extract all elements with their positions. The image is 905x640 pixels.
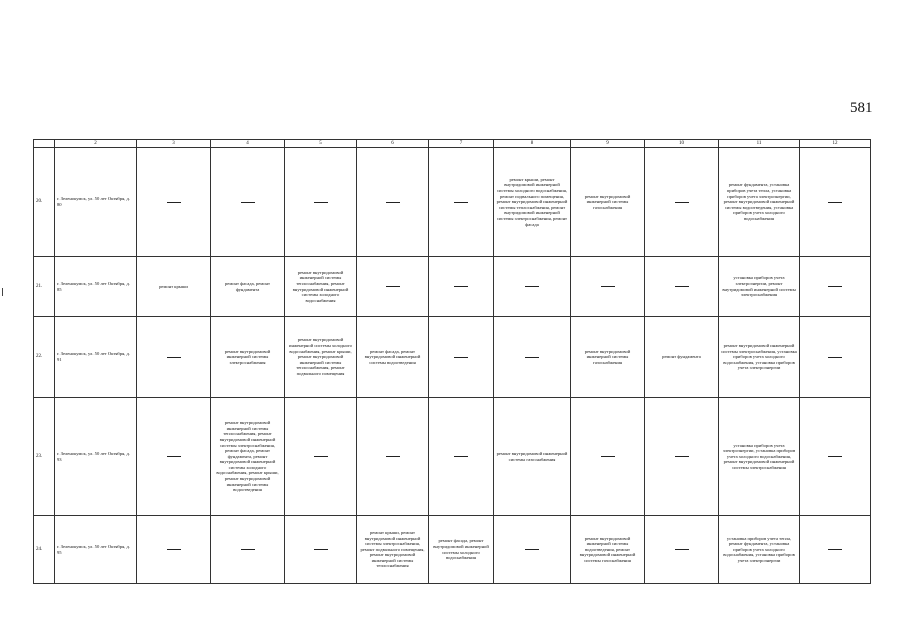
empty-cell — [285, 516, 357, 584]
dash-mark — [828, 549, 842, 550]
dash-mark — [454, 357, 468, 358]
empty-cell — [137, 516, 211, 584]
dash-mark — [167, 549, 181, 550]
work-type-cell: ремонт внутридомовой инженерной системы водоотведения, ремонт внутридомовой инженерной системы газоснабжения — [571, 516, 645, 584]
empty-cell — [429, 148, 494, 257]
work-type-cell: ремонт внутридомовой инженерной системы газоснабжения — [494, 398, 571, 516]
empty-cell — [137, 148, 211, 257]
dash-mark — [675, 202, 689, 203]
column-header: 5 — [285, 140, 357, 148]
row-number: 20. — [34, 148, 55, 257]
column-header: 2 — [55, 140, 137, 148]
work-type-cell: ремонт фасада, ремонт внутридомовой инженерной системы холодного водоснабжения — [429, 516, 494, 584]
empty-cell — [494, 317, 571, 398]
work-type-cell: установка приборов учета электроэнергии, ремонт внутридомовой инженерной системы электроснабжения — [719, 257, 800, 317]
column-header: 12 — [800, 140, 871, 148]
dash-mark — [454, 456, 468, 457]
empty-cell — [571, 398, 645, 516]
dash-mark — [525, 357, 539, 358]
dash-mark — [454, 202, 468, 203]
empty-cell — [800, 317, 871, 398]
column-header — [34, 140, 55, 148]
work-type-cell: ремонт крыши, ремонт внутридомовой инженерной системы электроснабжения, ремонт подвального помещения, ремонт внутридомовой инженерной системы теплоснабжения — [357, 516, 429, 584]
dash-mark — [525, 549, 539, 550]
table-row — [34, 398, 871, 516]
dash-mark — [386, 286, 400, 287]
work-type-cell: ремонт крыши — [137, 257, 211, 317]
dash-mark — [386, 456, 400, 457]
page-number: 581 — [850, 100, 873, 116]
dash-mark — [601, 286, 615, 287]
empty-cell — [137, 398, 211, 516]
empty-cell — [494, 516, 571, 584]
dash-mark — [454, 286, 468, 287]
table-row — [34, 516, 871, 584]
address-cell: г. Зеленокумск, ул. 50 лет Октября, д. 93 — [55, 398, 137, 516]
work-type-cell: ремонт внутридомовой инженерной системы газоснабжения — [571, 148, 645, 257]
column-header: 3 — [137, 140, 211, 148]
work-type-cell: ремонт фасада, ремонт внутридомовой инженерной системы водоотведения — [357, 317, 429, 398]
column-header: 9 — [571, 140, 645, 148]
empty-cell — [645, 398, 719, 516]
empty-cell — [429, 398, 494, 516]
row-number: 22. — [34, 317, 55, 398]
work-type-cell: ремонт фасада, ремонт фундамента — [211, 257, 285, 317]
repair-schedule-table — [33, 139, 871, 584]
dash-mark — [601, 456, 615, 457]
empty-cell — [429, 317, 494, 398]
column-header: 8 — [494, 140, 571, 148]
row-number: 21. — [34, 257, 55, 317]
address-cell: г. Зеленокумск, ул. 50 лет Октября, д. 80 — [55, 148, 137, 257]
column-header: 11 — [719, 140, 800, 148]
work-type-cell: ремонт фундамента — [645, 317, 719, 398]
dash-mark — [167, 202, 181, 203]
empty-cell — [571, 257, 645, 317]
address-cell: г. Зеленокумск, ул. 50 лет Октября, д. 95 — [55, 516, 137, 584]
empty-cell — [211, 148, 285, 257]
work-type-cell: ремонт фундамента, установка приборов учета тепла, установка приборов учета электроэнергии, ремонт внутридомовой инженерной системы водоотведения, установка приборов учета холодного водоснабжения — [719, 148, 800, 257]
work-type-cell: ремонт внутридомовой инженерной системы теплоснабжения, ремонт внутридомовой инженерной системы холодного водоснабжения — [285, 257, 357, 317]
column-header: 6 — [357, 140, 429, 148]
work-type-cell: ремонт крыши, ремонт внутридомовой инженерной системы холодного водоснабжения, ремонт подвального помещения, ремонт внутридомовой инженерной системы теплоснабжения, ремонт внутридомовой инженерной системы электроснабжения, ремонт фасада — [494, 148, 571, 257]
empty-cell — [494, 257, 571, 317]
row-number: 24. — [34, 516, 55, 584]
empty-cell — [357, 398, 429, 516]
dash-mark — [828, 202, 842, 203]
empty-cell — [429, 257, 494, 317]
table-row — [34, 317, 871, 398]
work-type-cell: ремонт внутридомовой инженерной системы газоснабжения — [571, 317, 645, 398]
table-row — [34, 257, 871, 317]
dash-mark — [828, 357, 842, 358]
empty-cell — [211, 516, 285, 584]
empty-cell — [285, 398, 357, 516]
work-type-cell: установка приборов учета электроэнергии, установка приборов учета холодного водоснабжения, ремонт внутридомовой инженерной системы электроснабжения — [719, 398, 800, 516]
dash-mark — [314, 456, 328, 457]
dash-mark — [386, 202, 400, 203]
dash-mark — [241, 549, 255, 550]
dash-mark — [675, 456, 689, 457]
work-type-cell: ремонт внутридомовой инженерной системы холодного водоснабжения, ремонт крыши, ремонт внутридомовой инженерной системы теплоснабжения, ремонт подвального помещения — [285, 317, 357, 398]
dash-mark — [167, 357, 181, 358]
dash-mark — [828, 456, 842, 457]
work-type-cell: установка приборов учета тепла, ремонт фундамента, установка приборов учета холодного водоснабжения, установка приборов учета электроэнергии — [719, 516, 800, 584]
column-header: 7 — [429, 140, 494, 148]
address-cell: г. Зеленокумск, ул. 50 лет Октября, д. 85 — [55, 257, 137, 317]
work-type-cell: ремонт внутридомовой инженерной системы электроснабжения, установка приборов учета холодного водоснабжения, установка приборов учета электроэнергии — [719, 317, 800, 398]
work-type-cell: ремонт внутридомовой инженерной системы теплоснабжения, ремонт внутридомовой инженерной системы электроснабжения, ремонт фасада, ремонт фундамента, ремонт внутридомовой инженерной системы холодного водоснабжения, ремонт крыши, ремонт внутридомовой инженерной системы водоотведения — [211, 398, 285, 516]
header-row — [34, 140, 871, 148]
dash-mark — [828, 286, 842, 287]
row-number: 23. — [34, 398, 55, 516]
empty-cell — [357, 148, 429, 257]
scan-mark — [2, 288, 3, 296]
dash-mark — [525, 286, 539, 287]
dash-mark — [675, 549, 689, 550]
dash-mark — [314, 549, 328, 550]
empty-cell — [800, 257, 871, 317]
dash-mark — [241, 202, 255, 203]
dash-mark — [314, 202, 328, 203]
column-header: 4 — [211, 140, 285, 148]
empty-cell — [645, 257, 719, 317]
dash-mark — [167, 456, 181, 457]
empty-cell — [800, 398, 871, 516]
empty-cell — [137, 317, 211, 398]
empty-cell — [645, 148, 719, 257]
work-type-cell: ремонт внутридомовой инженерной системы электроснабжения — [211, 317, 285, 398]
table-row — [34, 148, 871, 257]
empty-cell — [357, 257, 429, 317]
dash-mark — [675, 286, 689, 287]
empty-cell — [800, 148, 871, 257]
column-header: 10 — [645, 140, 719, 148]
empty-cell — [800, 516, 871, 584]
empty-cell — [285, 148, 357, 257]
empty-cell — [645, 516, 719, 584]
address-cell: г. Зеленокумск, ул. 50 лет Октября, д. 91 — [55, 317, 137, 398]
